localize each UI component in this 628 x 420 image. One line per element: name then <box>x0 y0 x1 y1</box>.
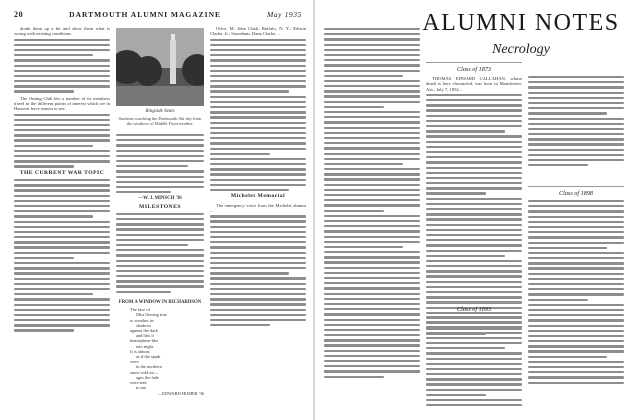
class-heading-1873: Class of 1873 <box>456 66 492 73</box>
poem <box>116 300 204 397</box>
signature: —W. J. MINSCH '36 <box>138 196 182 202</box>
page-number: 20 <box>14 9 24 19</box>
body-text: THOMAS EDWARD CALLAHAN, whose death is here chronicled, was born in Manchester, Ala., July 7, 1852... <box>426 76 522 92</box>
poem-line: to me. <box>136 385 147 391</box>
photo-caption-text: Students watching the Dartmouth Ski day from the windows of Middle Fayerweather. <box>118 116 202 126</box>
left-page <box>0 0 312 420</box>
section-title: ALUMNI NOTES <box>422 10 620 36</box>
section-heading: MILESTONES <box>139 203 181 210</box>
right-column-3b <box>528 200 624 416</box>
class-heading-1898: Class of 1898 <box>558 190 594 197</box>
right-page <box>316 0 628 420</box>
divider <box>426 62 522 63</box>
poem-line: hemisphere-like <box>130 338 159 344</box>
section-subtitle: Necrology <box>492 42 550 57</box>
body-text: Olive, M. John Clark, Buffalo, N. Y.; Edison Clarke, Jr.; Stoneham; Dana Clarke, ... <box>210 26 306 37</box>
issue-date: May 1935 <box>266 9 302 19</box>
body-text: doubt them up a bit and show them what is wrong with existing conditions. <box>14 26 110 37</box>
poem-line: ages the fade <box>136 374 159 380</box>
left-column-3 <box>210 26 306 416</box>
right-column-2b <box>426 316 522 416</box>
body-text: The Outing Club lets a number of its members travel to the different points of interest which we in Hanover have reason to see. <box>14 95 110 112</box>
poem-title: FROM A WINDOW IN RICHARDSON <box>118 300 202 305</box>
poem-line: to weather its <box>130 317 154 323</box>
poem-line: and lifts it <box>136 333 154 339</box>
poem-line: The face of <box>130 307 150 313</box>
left-column-1 <box>14 26 110 416</box>
poem-line: shadows <box>136 322 152 328</box>
body-text: The emergency voice from the Michelet alumni ... <box>210 202 306 213</box>
page-gutter <box>313 0 315 420</box>
poem-line: into night. <box>136 343 155 349</box>
photo-caption-title: Ringside Seats <box>145 109 175 114</box>
right-column-3 <box>528 76 624 186</box>
divider <box>426 302 522 303</box>
ski-jump-photo <box>116 28 204 106</box>
left-column-2 <box>116 134 204 298</box>
poem-line: as if the spark <box>136 354 161 360</box>
right-column-1 <box>324 28 420 416</box>
poem-line: against the dark <box>130 328 158 334</box>
magazine-name: DARTMOUTH ALUMNI MAGAZINE <box>69 9 221 19</box>
poem-line: It is almost <box>130 348 150 354</box>
divider <box>528 186 624 187</box>
poem-line: were sent <box>130 380 147 386</box>
poem-line: were <box>130 359 139 365</box>
poem-author: —EDWARD HOMER '36 <box>157 391 204 397</box>
section-heading: THE CURRENT WAR TOPIC <box>19 169 105 176</box>
section-heading: Michelet Memorial <box>230 193 286 200</box>
poem-line: Mist flowing true <box>136 312 167 318</box>
poem-line: snow-cold air— <box>130 369 159 375</box>
class-heading-1893: Class of 1893 <box>456 306 492 313</box>
running-head <box>14 7 302 21</box>
poem-line: in the northern <box>136 364 162 370</box>
